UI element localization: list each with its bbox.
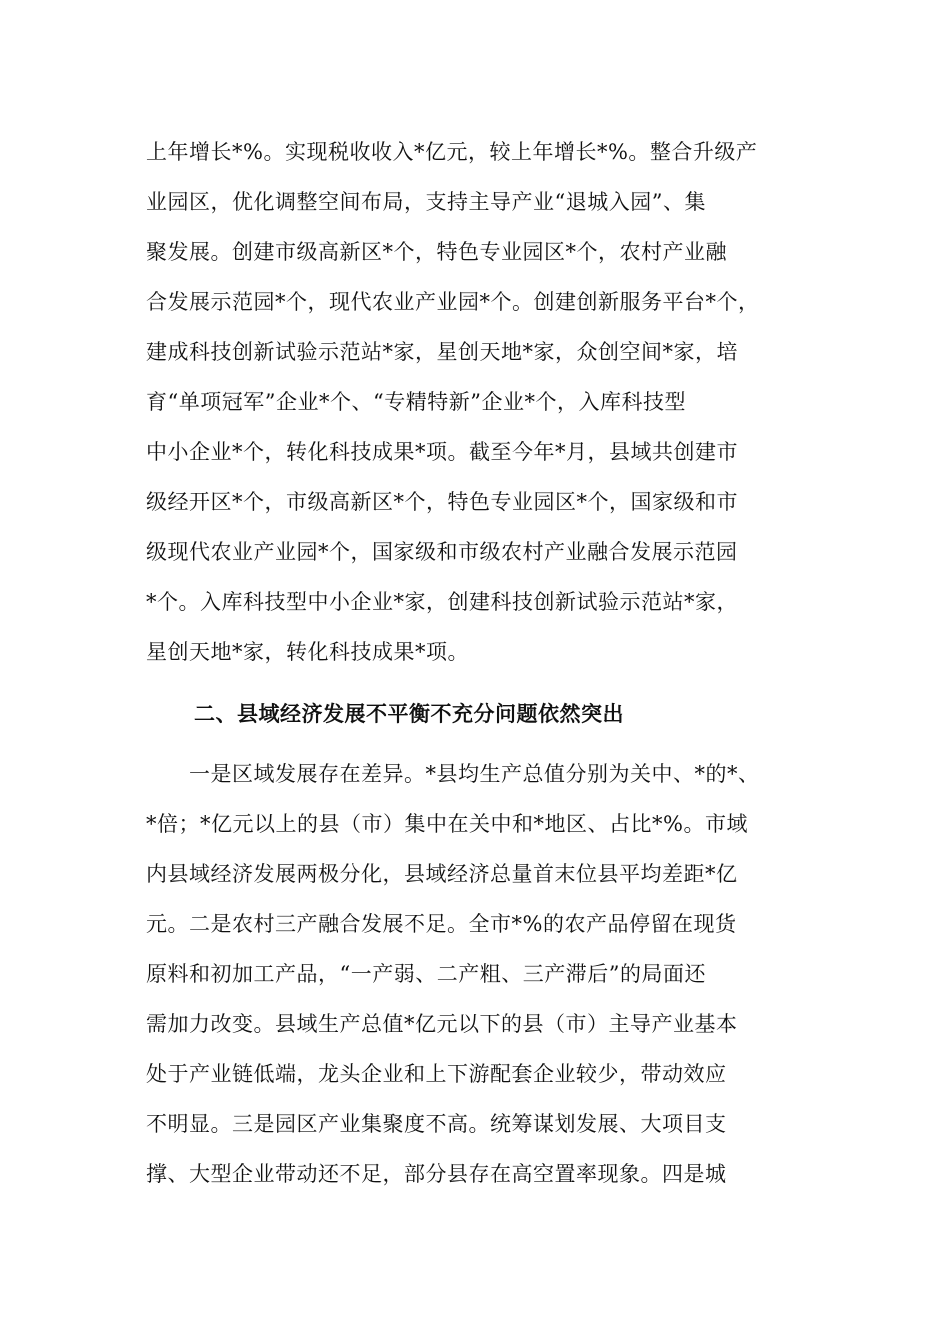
- text-line: 中小企业*个，转化科技成果*项。截至今年*月，县域共创建市: [146, 440, 738, 464]
- text-line: 内县域经济发展两极分化，县域经济总量首末位县平均差距*亿: [146, 862, 738, 886]
- text-line: 聚发展。创建市级高新区*个，特色专业园区*个，农村产业融: [146, 240, 727, 264]
- text-line: *倍；*亿元以上的县（市）集中在关中和*地区、占比*%。市域: [146, 812, 748, 836]
- text-line: 一是区域发展存在差异。*县均生产总值分别为关中、*的*、: [146, 762, 760, 786]
- text-line: 星创天地*家，转化科技成果*项。: [146, 640, 469, 664]
- text-line: 合发展示范园*个，现代农业产业园*个。创建创新服务平台*个，: [146, 290, 760, 314]
- text-line: 元。二是农村三产融合发展不足。全市*%的农产品停留在现货: [146, 912, 737, 936]
- text-line: 建成科技创新试验示范站*家，星创天地*家，众创空间*家，培: [146, 340, 738, 364]
- text-line: 不明显。三是园区产业集聚度不高。统筹谋划发展、大项目支: [146, 1112, 727, 1136]
- text-line: 需加力改变。县域生产总值*亿元以下的县（市）主导产业基本: [146, 1012, 738, 1036]
- text-line: 撑、大型企业带动还不足，部分县存在高空置率现象。四是城: [146, 1162, 727, 1186]
- text-line: *个。入库科技型中小企业*家，创建科技创新试验示范站*家，: [146, 590, 738, 614]
- text-line: 育“单项冠军”企业*个、“专精特新”企业*个，入库科技型: [146, 390, 686, 414]
- text-line: 级经开区*个，市级高新区*个，特色专业园区*个，国家级和市: [146, 490, 738, 514]
- text-line: 级现代农业产业园*个，国家级和市级农村产业融合发展示范园: [146, 540, 738, 564]
- text-line: 上年增长*%。实现税收收入*亿元，较上年增长*%。整合升级产: [146, 140, 758, 164]
- text-line: 业园区，优化调整空间布局，支持主导产业“退城入园”、集: [146, 190, 706, 214]
- text-line: 处于产业链低端，龙头企业和上下游配套企业较少，带动效应: [146, 1062, 727, 1086]
- text-line: 原料和初加工产品，“一产弱、二产粗、三产滞后”的局面还: [146, 962, 706, 986]
- section-heading: 二、县域经济发展不平衡不充分问题依然突出: [194, 702, 624, 726]
